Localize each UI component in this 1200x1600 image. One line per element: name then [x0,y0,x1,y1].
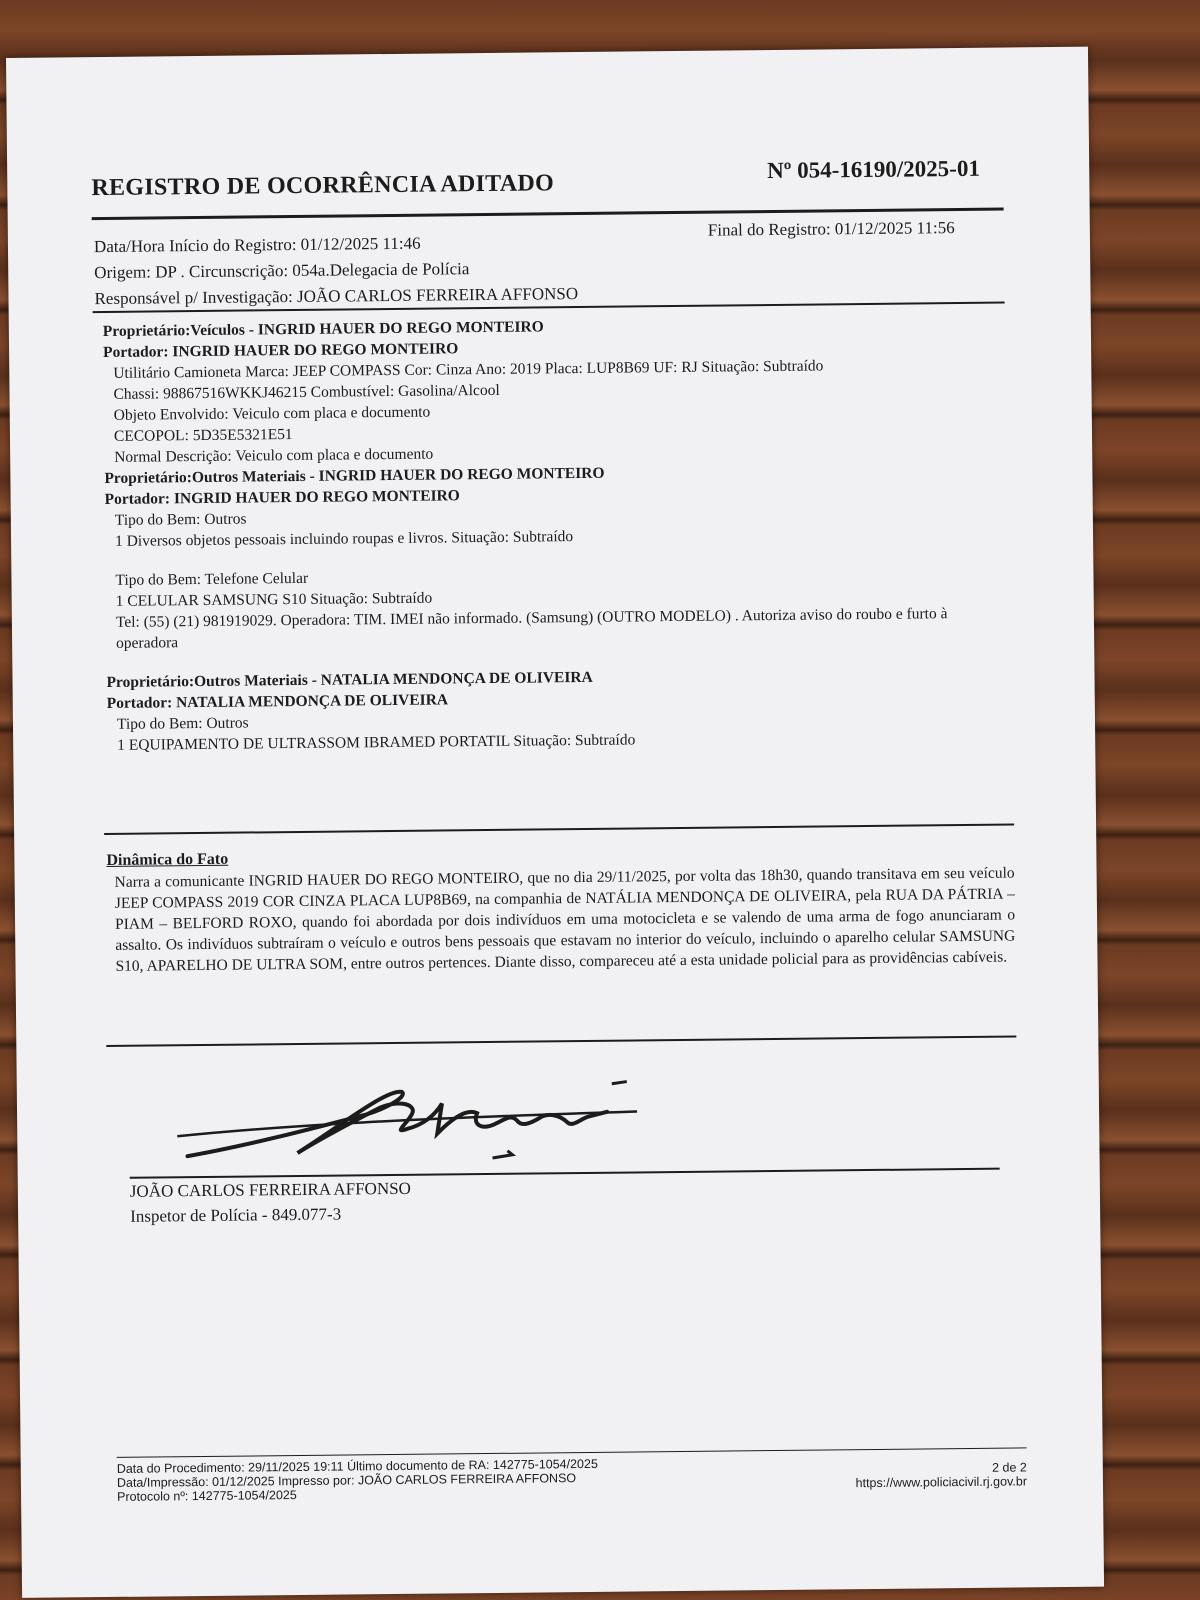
vehicle-details: Utilitário Camioneta Marca: JEEP COMPASS Cor: Cinza Ano: 2019 Placa: LUP8B69 UF: RJ Situação: Subtraído [113,357,824,382]
other2-item1: 1 EQUIPAMENTO DE ULTRASSOM IBRAMED PORTATIL Situação: Subtraído [117,731,636,754]
other1-item2: 1 CELULAR SAMSUNG S10 Situação: Subtraído [115,589,433,610]
signatory-role: Inspetor de Polícia - 849.077-3 [130,1204,342,1226]
other2-type1: Tipo do Bem: Outros [116,714,249,733]
start-datetime: Data/Hora Início do Registro: 01/12/2025 11:46 [93,233,421,257]
other1-bearer: Portador: INGRID HAUER DO REGO MONTEIRO [104,487,460,508]
other1-phone: Tel: (55) (21) 981919029. Operadora: TIM. IMEI não informado. (Samsung) (OUTRO MODELO) . Autoriza aviso do roubo e furto à operadora [115,605,948,652]
vehicle-owner: Proprietário:Veículos - INGRID HAUER DO REGO MONTEIRO [102,318,544,341]
page-number: 2 de 2 [991,1460,1027,1475]
vehicle-cecopol: CECOPOL: 5D35E5321E51 [113,426,293,445]
narrative-divider [106,1035,1016,1046]
vehicle-description: Normal Descrição: Veiculo com placa e documento [114,445,434,466]
vehicle-bearer: Portador: INGRID HAUER DO REGO MONTEIRO [103,340,459,361]
responsible-line: Responsável p/ Investigação: JOÃO CARLOS FERREIRA AFFONSO [94,284,579,309]
police-report-page [6,47,1104,1598]
vehicle-object: Objeto Envolvido: Veiculo com placa e documento [113,403,431,424]
other1-owner: Proprietário:Outros Materiais - INGRID HAUER DO REGO MONTEIRO [104,464,605,487]
signatory-name: JOÃO CARLOS FERREIRA AFFONSO [129,1178,412,1201]
website-url: https://www.policiacivil.rj.gov.br [855,1474,1028,1491]
handwritten-signature [167,1071,648,1176]
footer [117,1452,1027,1504]
other2-bearer: Portador: NATALIA MENDONÇA DE OLIVEIRA [106,691,449,712]
footer-protocol: Protocolo nº: 142775-1054/2025 [117,1488,297,1504]
other2-owner: Proprietário:Outros Materiais - NATALIA MENDONÇA DE OLIVEIRA [106,668,593,691]
document-title: REGISTRO DE OCORRÊNCIA ADITADO [91,170,555,202]
dinamica-text: Narra a comunicante INGRID HAUER DO REGO MONTEIRO, que no dia 29/11/2025, por volta das 18h30, quando transitava em seu veículo JEEP COMPASS 2019 COR CINZA PLACA LUP8B69, na companhia de NATÁLIA MENDONÇA DE OLIVEIRA, pela RUA DA PÁTRIA – PIAM – BELFORD ROXO, quando foi abordada por dois indivíduos em uma motocicleta e se valendo de uma arma de fogo anunciaram o assalto. Os indivíduos subtraíram o veículo e outros bens pessoais que estavam no interior do veículo, incluindo o aparelho celular SAMSUNG S10, APARELHO DE ULTRA SOM, entre outros pertences. Diante disso, compareceu até a esta unidade policial para as providências cabíveis. [114,864,1016,975]
other1-type1: Tipo do Bem: Outros [114,510,247,529]
end-datetime: Final do Registro: 01/12/2025 11:56 [707,218,955,240]
footer-procedure: Data do Procedimento: 29/11/2025 19:11 Último documento de RA: 142775-1054/2025 [116,1456,598,1476]
vehicle-chassis: Chassi: 98867516WKKJ46215 Combustível: Gasolina/Alcool [113,381,500,403]
other1-item1: 1 Diversos objetos pessoais incluindo roupas e livros. Situação: Subtraído [114,528,574,550]
dinamica-divider [104,823,1014,834]
origin-line: Origem: DP . Circunscrição: 054a.Delegacia de Polícia [94,259,470,283]
record-number: Nº 054-16190/2025-01 [767,155,981,184]
footer-print: Data/Impressão: 01/12/2025 Impresso por: JOÃO CARLOS FERREIRA AFFONSO [116,1471,577,1490]
items-section [103,312,1008,756]
dinamica-title: Dinâmica do Fato [106,850,229,869]
footer-right [855,1460,1027,1490]
other1-type2: Tipo do Bem: Telefone Celular [115,569,309,589]
